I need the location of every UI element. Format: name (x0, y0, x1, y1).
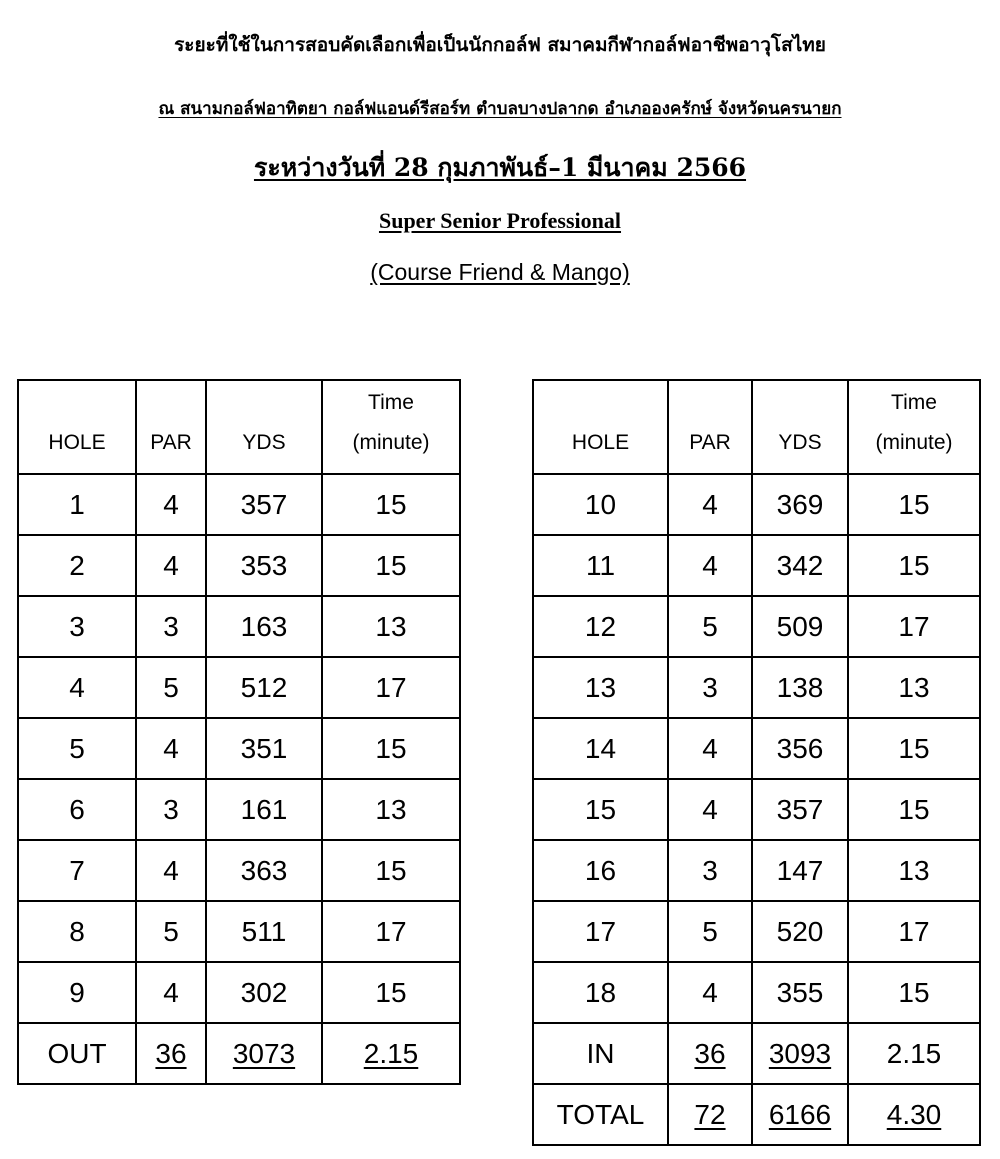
table-header-row (533, 380, 980, 474)
time-minutes: 15 (322, 840, 460, 901)
out-par-value: 36 (155, 1037, 187, 1069)
course-name: (Course Friend & Mango) (370, 259, 630, 285)
time-minutes: 15 (322, 535, 460, 596)
par-value: 4 (136, 535, 206, 596)
yardage: 356 (752, 718, 848, 779)
table-row (533, 962, 980, 1023)
total-time-value: 4.30 (886, 1098, 942, 1130)
out-par (136, 1023, 206, 1084)
hole-number: 13 (533, 657, 668, 718)
yardage: 363 (206, 840, 322, 901)
time-minutes: 15 (322, 718, 460, 779)
yardage: 342 (752, 535, 848, 596)
table-row (533, 901, 980, 962)
time-minutes: 17 (848, 901, 980, 962)
col-time-unit: (minute) (352, 431, 430, 454)
hole-number: 15 (533, 779, 668, 840)
hole-number: 9 (18, 962, 136, 1023)
hole-number: 2 (18, 535, 136, 596)
table-row (18, 596, 460, 657)
front-nine-body (18, 380, 460, 1084)
venue-line: ณ สนามกอล์ฟอาทิตยา กอล์ฟแอนด์รีสอร์ท ตำบลบางปลากด อำเภอองครักษ์ จังหวัดนครนายก (158, 99, 842, 119)
out-time (322, 1023, 460, 1084)
time-minutes: 13 (322, 596, 460, 657)
yardage: 357 (752, 779, 848, 840)
par-value: 4 (668, 779, 752, 840)
time-minutes: 17 (848, 596, 980, 657)
par-value: 4 (668, 718, 752, 779)
col-yds: YDS (752, 380, 848, 474)
back-nine-body (533, 380, 980, 1145)
date-line: ระหว่างวันที่ 28 กุมภาพันธ์–1 มีนาคม 2566 (253, 153, 747, 182)
total-par-value: 72 (694, 1098, 726, 1130)
table-row (18, 779, 460, 840)
table-row (533, 474, 980, 535)
hole-number: 10 (533, 474, 668, 535)
total-yds-value: 6166 (768, 1098, 832, 1130)
table-row (533, 779, 980, 840)
col-time (848, 380, 980, 474)
time-minutes: 15 (848, 779, 980, 840)
out-yds-value: 3073 (232, 1037, 296, 1069)
yardage: 163 (206, 596, 322, 657)
out-time-value: 2.15 (363, 1037, 419, 1069)
col-time (322, 380, 460, 474)
table-row (533, 657, 980, 718)
yardage: 369 (752, 474, 848, 535)
hole-number: 11 (533, 535, 668, 596)
in-yds (752, 1023, 848, 1084)
in-label: IN (533, 1023, 668, 1084)
total-yds (752, 1084, 848, 1145)
col-time-unit: (minute) (875, 431, 953, 454)
table-row (18, 901, 460, 962)
par-value: 5 (136, 657, 206, 718)
hole-number: 18 (533, 962, 668, 1023)
par-value: 3 (668, 657, 752, 718)
col-time-label: Time (368, 391, 414, 414)
time-minutes: 13 (848, 840, 980, 901)
par-value: 4 (136, 962, 206, 1023)
total-label: TOTAL (533, 1084, 668, 1145)
out-label: OUT (18, 1023, 136, 1084)
par-value: 5 (668, 596, 752, 657)
hole-number: 16 (533, 840, 668, 901)
in-time: 2.15 (848, 1023, 980, 1084)
par-value: 3 (668, 840, 752, 901)
time-minutes: 17 (322, 657, 460, 718)
yardage: 351 (206, 718, 322, 779)
time-minutes: 15 (322, 474, 460, 535)
back-nine-table (532, 379, 981, 1146)
table-row (18, 474, 460, 535)
out-yds (206, 1023, 322, 1084)
table-row (533, 596, 980, 657)
col-time-label: Time (891, 391, 937, 414)
par-value: 4 (668, 474, 752, 535)
yardage: 357 (206, 474, 322, 535)
time-minutes: 13 (322, 779, 460, 840)
yardage: 355 (752, 962, 848, 1023)
in-par-value: 36 (694, 1037, 726, 1069)
document-title: ระยะที่ใช้ในการสอบคัดเลือกเพื่อเป็นนักกอล์ฟ สมาคมกีฬากอล์ฟอาชีพอาวุโสไทย (174, 34, 826, 56)
par-value: 4 (668, 962, 752, 1023)
hole-number: 4 (18, 657, 136, 718)
col-par: PAR (668, 380, 752, 474)
hole-number: 1 (18, 474, 136, 535)
col-hole: HOLE (18, 380, 136, 474)
time-minutes: 15 (848, 718, 980, 779)
table-row (533, 718, 980, 779)
table-header-row (18, 380, 460, 474)
total-par (668, 1084, 752, 1145)
col-par: PAR (136, 380, 206, 474)
table-row (18, 962, 460, 1023)
hole-number: 17 (533, 901, 668, 962)
hole-number: 14 (533, 718, 668, 779)
table-row (533, 840, 980, 901)
hole-number: 8 (18, 901, 136, 962)
par-value: 5 (136, 901, 206, 962)
yardage: 520 (752, 901, 848, 962)
time-minutes: 15 (848, 535, 980, 596)
par-value: 4 (136, 474, 206, 535)
time-minutes: 13 (848, 657, 980, 718)
table-row (533, 535, 980, 596)
yardage: 509 (752, 596, 848, 657)
hole-number: 3 (18, 596, 136, 657)
table-row (18, 535, 460, 596)
par-value: 3 (136, 779, 206, 840)
yardage: 512 (206, 657, 322, 718)
time-minutes: 15 (848, 474, 980, 535)
yardage: 161 (206, 779, 322, 840)
col-yds: YDS (206, 380, 322, 474)
table-row (18, 840, 460, 901)
par-value: 4 (136, 718, 206, 779)
time-minutes: 17 (322, 901, 460, 962)
par-value: 4 (136, 840, 206, 901)
in-yds-value: 3093 (768, 1037, 832, 1069)
table-row (18, 718, 460, 779)
time-minutes: 15 (322, 962, 460, 1023)
yardage: 302 (206, 962, 322, 1023)
par-value: 4 (668, 535, 752, 596)
hole-number: 5 (18, 718, 136, 779)
table-row (18, 657, 460, 718)
hole-number: 6 (18, 779, 136, 840)
hole-number: 12 (533, 596, 668, 657)
grand-total-row (533, 1084, 980, 1145)
yardage: 147 (752, 840, 848, 901)
time-minutes: 15 (848, 962, 980, 1023)
yardage: 353 (206, 535, 322, 596)
col-hole: HOLE (533, 380, 668, 474)
hole-number: 7 (18, 840, 136, 901)
front-nine-table (17, 379, 461, 1085)
division-title: Super Senior Professional (378, 208, 622, 233)
total-time (848, 1084, 980, 1145)
par-value: 5 (668, 901, 752, 962)
yardage: 511 (206, 901, 322, 962)
yardage: 138 (752, 657, 848, 718)
out-total-row (18, 1023, 460, 1084)
in-total-row (533, 1023, 980, 1084)
in-par (668, 1023, 752, 1084)
par-value: 3 (136, 596, 206, 657)
